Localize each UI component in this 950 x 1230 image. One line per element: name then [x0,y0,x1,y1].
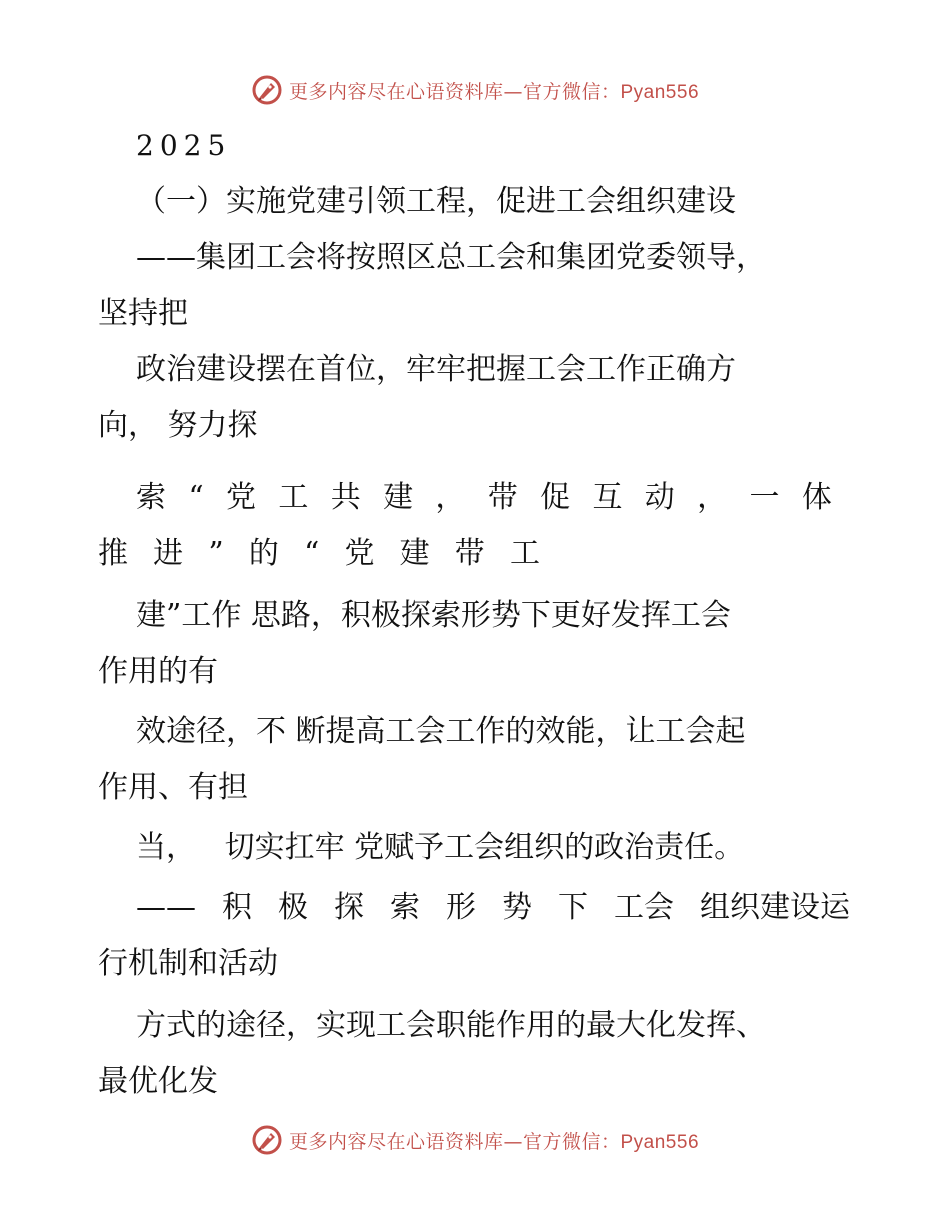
char: 下 [558,890,588,925]
char: ” [208,536,224,571]
char: 建 [399,536,430,571]
char: 组织建设运 [700,890,850,925]
char: 党 [344,536,375,571]
char: 工会 [614,890,674,925]
char: ， [435,480,466,515]
paragraph-line: 向， 努力探 [98,408,258,443]
char: 体 [801,480,832,515]
footer-watermark-inner [251,1124,699,1156]
pen-nib-logo-icon [251,74,283,106]
paragraph-line: 最优化发 [98,1064,218,1099]
paragraph-line: ——集团工会将按照区总工会和集团党委领导， [136,240,766,275]
char: “ [188,480,204,515]
char: 建 [383,480,414,515]
paragraph-line: 政治建设摆在首位，牢牢把握工会工作正确方 [136,352,736,387]
char: 形 [446,890,476,925]
footer-watermark-text [289,1127,699,1154]
header-watermark-dash: — [503,80,523,103]
char: ， [697,480,728,515]
footer-watermark-main: 更多内容尽在心语资料库 [288,1130,504,1153]
header-watermark-inner [251,74,699,106]
footer-watermark-dash: — [503,1130,523,1153]
document-year: 2025 [136,129,232,162]
char: 带 [454,536,485,571]
char: —— [136,890,196,925]
char: 索 [136,480,166,515]
header-watermark-main: 更多内容尽在心语资料库 [288,80,504,103]
paragraph-line: 方式的途径，实现工会职能作用的最大化发挥、 [136,1008,766,1043]
char: “ [303,536,320,571]
char: 极 [278,890,308,925]
paragraph-line-spaced [136,480,832,516]
char: 推 [98,536,128,571]
paragraph-line: 建”工作 思路，积极探索形势下更好发挥工会 [136,598,731,633]
header-watermark [0,70,950,110]
paragraph-line: 作用的有 [98,654,218,689]
char: 动 [644,480,675,515]
section-heading: （一）实施党建引领工程，促进工会组织建设 [136,184,736,219]
paragraph-line-spaced [136,890,850,926]
header-watermark-wechat: 官方微信：Pyan556 [523,81,700,103]
char: 进 [153,536,184,571]
paragraph-line: 效途径，不 断提高工会工作的效能，让工会起 [136,714,746,749]
char: 带 [487,480,518,515]
char: 探 [334,890,364,925]
char: 共 [330,480,361,515]
paragraph-line: 当， 切实扛牢 党赋予工会组织的政治责任。 [136,830,745,865]
char: 积 [222,890,252,925]
char: 势 [502,890,532,925]
pen-nib-logo-icon [251,1124,283,1156]
paragraph-line-spaced [98,536,540,572]
header-watermark-text [289,77,699,104]
char: 党 [226,480,257,515]
footer-watermark [0,1120,950,1160]
paragraph-line: 坚持把 [98,296,188,331]
char: 互 [592,480,623,515]
char: 工 [509,536,540,571]
char: 工 [278,480,309,515]
char: 促 [540,480,571,515]
paragraph-line: 作用、有担 [98,770,248,805]
char: 索 [390,890,420,925]
char: 的 [248,536,279,571]
paragraph-line: 行机制和活动 [98,946,278,981]
footer-watermark-wechat: 官方微信：Pyan556 [523,1131,700,1153]
char: 一 [749,480,780,515]
